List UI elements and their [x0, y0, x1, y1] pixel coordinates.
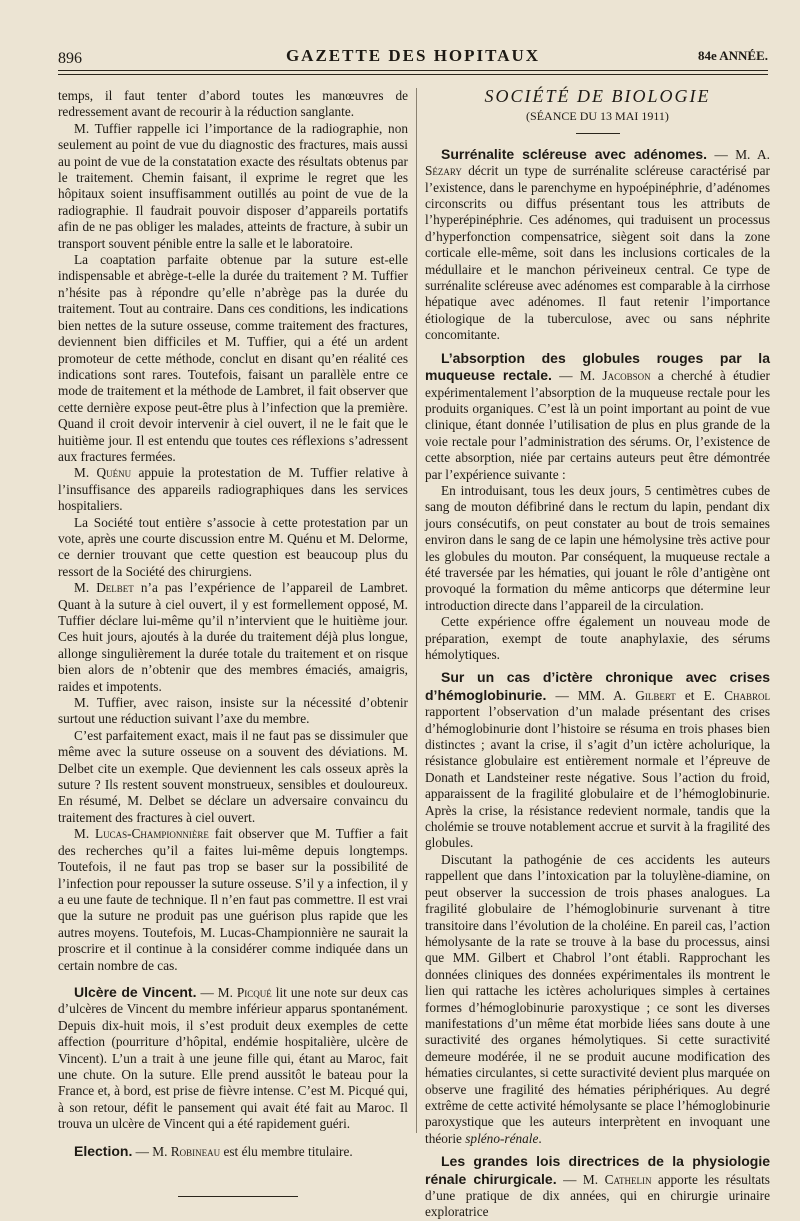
paragraph [58, 580, 408, 695]
speaker-name: Sézary [425, 163, 462, 179]
column-divider [416, 88, 417, 1133]
paragraph-text: et E. [675, 687, 725, 703]
section-subtitle: (SÉANCE DU 13 MAI 1911) [526, 109, 669, 124]
paragraph-text: — MM. A. [546, 687, 636, 703]
paragraph-text: — M. [196, 984, 237, 1000]
speaker-name: Jacobson [602, 368, 651, 384]
article-election [58, 1143, 408, 1160]
section-title: SOCIÉTÉ DE BIOLOGIE [484, 86, 711, 106]
paragraph: M. Tuffier, avec raison, insiste sur la nécessité d’obtenir surtout une réduction suivant l’axe du membre. [58, 695, 408, 727]
emphasis: spléno-rénale [465, 1130, 539, 1146]
speaker-name: Picqué [236, 984, 272, 1000]
speaker-name: Chabrol [724, 687, 771, 703]
speaker-name: M. Quénu [74, 465, 132, 481]
article-heading: Ulcère de Vincent. [74, 983, 197, 1000]
paragraph-text: rapportent l’observation d’un malade présentant des crises d’hémoglobinurie dont l’histoire se résuma en trois phases bien distinctes ; avant la crise, il s’agit d’un ictère acholurique, la résistance globulaire est entièrement normale et l’épreuve de Donath et Landsteiner reste négative. Sous l’action du froid, apparaissent de la fragilité globulaire et de l’hémoglobinurie. Après la crise, la résistance redevient normale, tandis que la cholémie se trouve notablement accrue et survit à la fragilité des globules. [425, 704, 770, 851]
speaker-name: M. Lucas-Championnière [74, 826, 209, 842]
article-heading: Sur un cas d’ictère chronique avec crises d’hémoglobinurie. [425, 669, 770, 703]
paragraph [58, 465, 408, 514]
article-physiologie-renale [425, 1153, 770, 1221]
page-header [58, 44, 768, 68]
article-heading: Les grandes lois directrices de la physiologie rénale chirurgicale. [425, 1153, 770, 1187]
article-heading: Election. [74, 1142, 133, 1159]
paragraph: Cette expérience offre également un nouveau mode de préparation, exempt de toute anaphylaxie, des sérums hémolytiques. [425, 614, 770, 662]
paragraph: C’est parfaitement exact, mais il ne faut pas se dissimuler que même avec la suture osseuse on a souvent des déviations. M. Delbet cite un exemple. Que deviennent les cals osseux après la suture ? Ils restent souvent monstrueux, sensibles et douloureux. En résumé, M. Delbet se déclare un adversaire convaincu du traitement des fractures à ciel ouvert. [58, 727, 408, 825]
paragraph-text: — M. [556, 1171, 605, 1187]
paragraph-text: est élu membre titulaire. [220, 1143, 353, 1159]
paragraph: En introduisant, tous les deux jours, 5 centimètres cubes de sang de mouton défibriné dans le rectum du lapin, pendant dix jours consécutifs, on peut constater au bout de trois semaines environ dans le sang de ce lapin une hémolysine très active pour les globules du mouton. Par conséquent, la muqueuse rectale a été traversée par les hématies, qui jouant le rôle d’antigène ont provoqué la formation du même anticorps que détermine leur introduction directe dans l’appareil de la circulation. [425, 482, 770, 613]
section-rule [576, 133, 620, 134]
paragraph: M. Tuffier rappelle ici l’importance de la radiographie, non seulement au point de vue du diagnostic des fractures, mais aussi au point de vue de la constatation exacte des résultats obtenus par le traitement. Chemin faisant, il exprime le regret que les hôpitaux soient insuffisamment outillés au point de vue de la radiographie. Il faudrait pouvoir disposer d’appareils portatifs afin de ne pas obliger les malades, atteints de fracture, à subir un transport souvent pénible entre la salle et le laboratoire. [58, 120, 408, 251]
paragraph-text: appuie la protestation de M. Tuffier relative à l’insuffisance des appareils radiographiques dans les services hospitaliers. [58, 465, 408, 514]
paragraph-text: fait observer que M. Tuffier a fait des recherches qu’il a faites lui-même depuis longtemps. Toutefois, il ne faut pas trop se baser sur la possibilité de l’infection pour repousser la suture osseuse. S’il y a infection, il y a eu une faute de technique. Il n’en faut pas commettre. Il est vrai que la suture ne produit pas une guérison plus rapide que les autres moyens. Toutefois, M. Lucas-Championnière ne saurait la proscrire et il continue à la considérer comme indiquée dans un certain nombre de cas. [58, 826, 408, 973]
paragraph [425, 852, 770, 1147]
speaker-name: Cathelin [604, 1171, 652, 1187]
paragraph-text: apporte les résultats d’une pratique de dix années, qui en chirurgie urinaire exploratrice [425, 1171, 770, 1220]
speaker-name: M. Delbet [74, 580, 134, 596]
end-rule [178, 1196, 298, 1197]
article-absorption [425, 350, 770, 483]
page-number: 896 [58, 50, 82, 67]
article-ulcere [58, 984, 408, 1133]
speaker-name: Gilbert [635, 687, 676, 703]
paragraph-text: Discutant la pathogénie de ces accidents les auteurs rappellent que dans l’intoxication par la toluylène-diamine, on peut observer la succession de trois phases analogues. La fragilité globulaire de l’hémoglobinurie survenant à titre transitoire dans l’évolution de la choléine. En pareil cas, l’action hémolysante de la rate se trouve à la base du processus, ainsi que MM. Gilbert et Chabrol l’ont établi. Rapprochant les données cliniques des données expérimentales ils montrent le lien qui rattache les ictères acholuriques simples à certaines formes d’hémoglobinurie paroxystique ; ce sont les diverses manifestations d’un même état morbide liées sans doute à une suractivité des organes hémolytiques. Si cette suractivité demeure modérée, il ne se produit aucune modification des hématies circulantes, si cette suractivité devient plus marquée on observe une fragilité des hématies périphériques. Au degré extrême de cette activité hémolysante se place l’hémoglobinurie paroxystique que les auteurs interprètent en invoquant une théorie [425, 851, 770, 1146]
article-ictere [425, 669, 770, 851]
journal-title: GAZETTE DES HOPITAUX [285, 46, 541, 65]
article-heading: Surrénalite scléreuse avec adénomes. [441, 145, 708, 162]
paragraph-text: . [538, 1130, 542, 1146]
paragraph: temps, il faut tenter d’abord toutes les manœuvres de redressement avant de recourir à la réduction sanglante. [58, 88, 408, 120]
paragraph: La coaptation parfaite obtenue par la suture est-elle indispensable et abrège-t-elle la durée du traitement ? M. Tuffier n’hésite pas à répondre qu’elle n’abrège pas la durée du traitement. Tout au contraire. Dans ces conditions, les indications bien nettes de la suture osseuse, comme traitement des fractures, deviennent bien difficiles et M. Tuffier, qui a été un ardent promoteur de cette méthode, conclut en disant qu’en réalité ces indications sont rares. Toutefois, faisant un parallèle entre ce mode de traitement et la méthode de Lambret, il fait observer que cette dernière expose peut-être plus à l’infection que la première. Quand il croit devoir intervenir à ciel ouvert, il ne le fait que le huitième jour. Il est entendu que toutes ces réflexions s’adressent aux fractures fermées. [58, 252, 408, 464]
paragraph-text: décrit un type de surrénalite scléreuse caractérisé par l’existence, dans le parenchyme en hypoépinéphrie, d’adénomes circonscrits ou diffus présentant tous les attributs de l’hyperépinéphrie. Ces adénomes, qui traduisent un processus d’hyperfonction compensatrice, siègent soit dans la zone corticale elle-même, soit dans les inclusions corticales de la médullaire et le manchon périveineux central. Ce type de surrénalite scléreuse avec adénomes est comparable à la cirrhose hépatique avec adénomes. Il faut retenir l’importance étiologique de la tuberculose, avec ou sans néphrite concomitante. [425, 163, 770, 343]
header-rule-bottom [58, 74, 768, 75]
paragraph-text: — M. [132, 1143, 171, 1159]
paragraph-text: n’a pas l’expérience de l’appareil de Lambret. Quant à la suture à ciel ouvert, il y est formellement opposé, M. Tuffier déclare lui-même qu’il n’intervient que le huitième jour. Ces huit jours, ajoutés à la durée du traitement déjà plus longue, allonge singulièrement la durée totale du traitement et on risque bien alors de n’obtenir que des membres émaciés, amaigris, raides et impotents. [58, 580, 409, 694]
paragraph: La Société tout entière s’associe à cette protestation par un vote, après une courte discussion entre M. Quénu et M. Delorme, ce dernier trouvant que cette question est beaucoup plus du ressort de la Société des chirurgiens. [58, 514, 408, 579]
header-rule-top [58, 70, 768, 71]
article-heading: L’absorption des globules rouges par la muqueuse rectale. [425, 349, 770, 384]
left-column [58, 88, 408, 1197]
paragraph-text: lit une note sur deux cas d’ulcères de Vincent du membre inférieur apparus spontanément. Depuis dix-huit mois, il s’est produit deux exemples de cette affection (pourriture d’hôpital, endémie hospitalière, ulcère de Vincent). L’un a trait à une jeune fille qui, étant au Maroc, fait une chute. On la suture. Elle prend aussitôt le bateau pour la France et, à bord, est prise de fièvre intense. C’est M. Picqué qui, à son retour, défit le pansement qui avait été fait au Maroc. Il trouva un ulcère de Vincent qui a été rapidement guéri. [58, 984, 408, 1132]
paragraph [58, 826, 408, 974]
paragraph-text: — M. A. [707, 146, 770, 162]
right-column [425, 88, 770, 1221]
paragraph-text: — M. [551, 368, 603, 384]
article-surrenalite [425, 146, 770, 344]
speaker-name: Robineau [170, 1143, 221, 1159]
paragraph-text: a cherché à étudier expérimentalement l’absorption de la muqueuse rectale pour les produits organiques. C’est là un point important au point de vue clinique, étant donnée l’utilisation de plus en plus grande de la voie rectale pour l’administration des sérums. Or, l’existence de cette absorption, niée par certains auteurs peut être démontrée par l’expérience suivante : [425, 368, 770, 482]
volume-year: 84e ANNÉE. [697, 48, 768, 63]
